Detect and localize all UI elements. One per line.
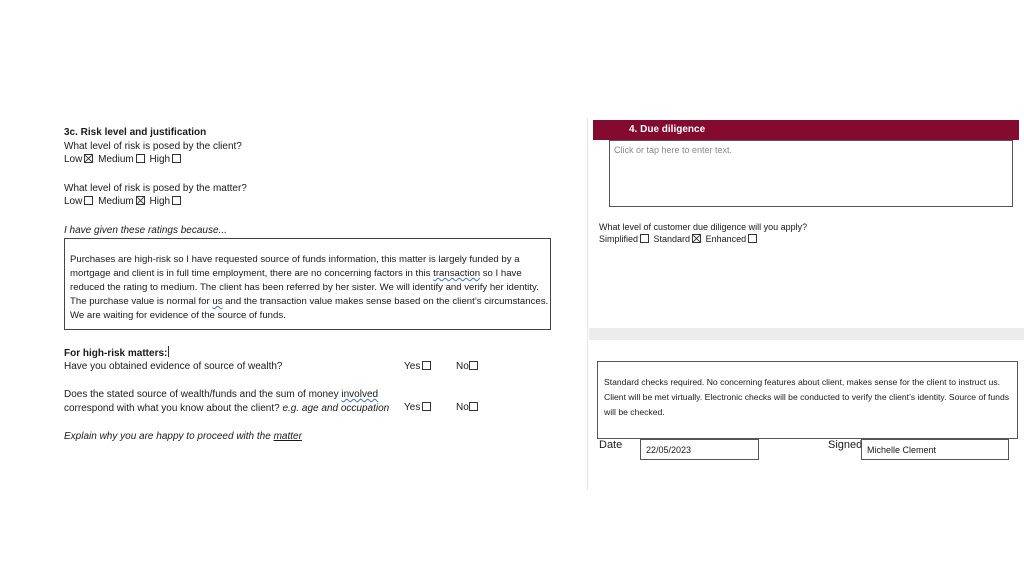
client-risk-medium-checkbox[interactable] (136, 154, 145, 163)
reason-part-2: so I have reduced the rating to medium. The client has been referred by her sister. We will identify and verify her identity. The purchase value is normal for (70, 268, 539, 307)
q1-no (456, 361, 480, 373)
cdd-question: What level of customer due diligence will you apply? (599, 222, 808, 232)
cdd-enhanced-checkbox[interactable] (748, 234, 757, 243)
client-risk-low-checkbox[interactable] (84, 154, 93, 163)
client-risk-options (64, 154, 183, 166)
q2-yes-label: Yes (404, 402, 421, 413)
funds-question-word-involved: involved (341, 389, 379, 400)
q2-no-checkbox[interactable] (469, 402, 478, 411)
matter-risk-high-checkbox[interactable] (172, 196, 181, 205)
reason-part-3: and the transaction value makes sense based on the client’s circumstances. We are waiting for evidence of the source of funds. (70, 296, 549, 321)
checks-explanation-box[interactable] (597, 361, 1018, 439)
high-risk-heading-text: For high-risk matters: (64, 348, 168, 359)
cdd-simplified-checkbox[interactable] (640, 234, 649, 243)
ratings-reason-box[interactable] (64, 238, 551, 330)
funds-question-part-c: correspond with what you know about the client? (64, 403, 283, 414)
q1-yes-label: Yes (404, 361, 421, 372)
funds-question-line1 (64, 389, 378, 401)
funds-question-part-a: Does the stated source of wealth/funds and the sum of money (64, 389, 342, 400)
client-risk-medium-label: Medium (98, 154, 134, 165)
explain-proceed-prompt (64, 431, 302, 443)
ratings-reason-text (70, 253, 552, 323)
matter-risk-low-label: Low (64, 196, 83, 207)
explain-part-a: Explain why you are happy to proceed with the (64, 431, 274, 442)
matter-risk-high-label: High (149, 196, 171, 207)
text-cursor (168, 346, 169, 357)
q1-yes (404, 361, 433, 373)
signature-value: Michelle Clement (867, 445, 937, 455)
explain-word-matter: matter (273, 431, 302, 442)
section-separator (589, 328, 1024, 340)
ratings-intro: I have given these ratings because... (64, 225, 227, 236)
funds-question-example: e.g. age and occupation (282, 403, 390, 414)
matter-risk-medium-label: Medium (98, 196, 134, 207)
client-risk-low-label: Low (64, 154, 83, 165)
cdd-standard-label: Standard (653, 234, 691, 244)
cdd-standard-checkbox[interactable] (692, 234, 701, 243)
q1-yes-checkbox[interactable] (422, 361, 431, 370)
checks-explanation-text: Standard checks required. No concerning features about client, makes sense for the client to instruct us. Client will be met virtually. Electronic checks will be conducted to verify the client’s identity. Source of funds will be checked. (604, 377, 1010, 417)
source-of-wealth-question: Have you obtained evidence of source of wealth? (64, 361, 283, 372)
q2-yes (404, 402, 433, 414)
q2-yes-checkbox[interactable] (422, 402, 431, 411)
q1-no-checkbox[interactable] (469, 361, 478, 370)
due-diligence-placeholder: Click or tap here to enter text. (614, 145, 733, 155)
reason-word-us: us (212, 296, 223, 307)
client-risk-high-label: High (149, 154, 171, 165)
date-field[interactable] (640, 439, 759, 460)
due-diligence-header-text: 4. Due diligence (629, 124, 706, 135)
client-risk-question: What level of risk is posed by the client? (64, 141, 242, 152)
matter-risk-options (64, 196, 183, 208)
reason-word-transaction: transaction (433, 268, 481, 279)
cdd-simplified-label: Simplified (599, 234, 639, 244)
due-diligence-header (593, 120, 1019, 140)
high-risk-heading (64, 346, 169, 360)
matter-risk-low-checkbox[interactable] (84, 196, 93, 205)
due-diligence-text-field[interactable] (609, 140, 1013, 207)
column-divider (587, 118, 588, 490)
matter-risk-question: What level of risk is posed by the matter? (64, 183, 247, 194)
matter-risk-medium-checkbox[interactable] (136, 196, 145, 205)
q2-no-label: No (456, 402, 469, 413)
reason-part-1: Purchases are high-risk so I have requested source of funds information, this matter is largely funded by a mortgage and client is in full time employment, there are no concerning factors in this (70, 254, 520, 279)
q2-no (456, 402, 480, 414)
section-3c-heading: 3c. Risk level and justification (64, 127, 207, 138)
signature-field[interactable] (861, 439, 1009, 460)
date-value: 22/05/2023 (646, 445, 692, 455)
signed-label: Signed (828, 439, 863, 451)
funds-question-line2 (64, 403, 389, 415)
q1-no-label: No (456, 361, 469, 372)
cdd-enhanced-label: Enhanced (705, 234, 747, 244)
cdd-options (599, 234, 759, 245)
date-label: Date (599, 439, 623, 451)
client-risk-high-checkbox[interactable] (172, 154, 181, 163)
